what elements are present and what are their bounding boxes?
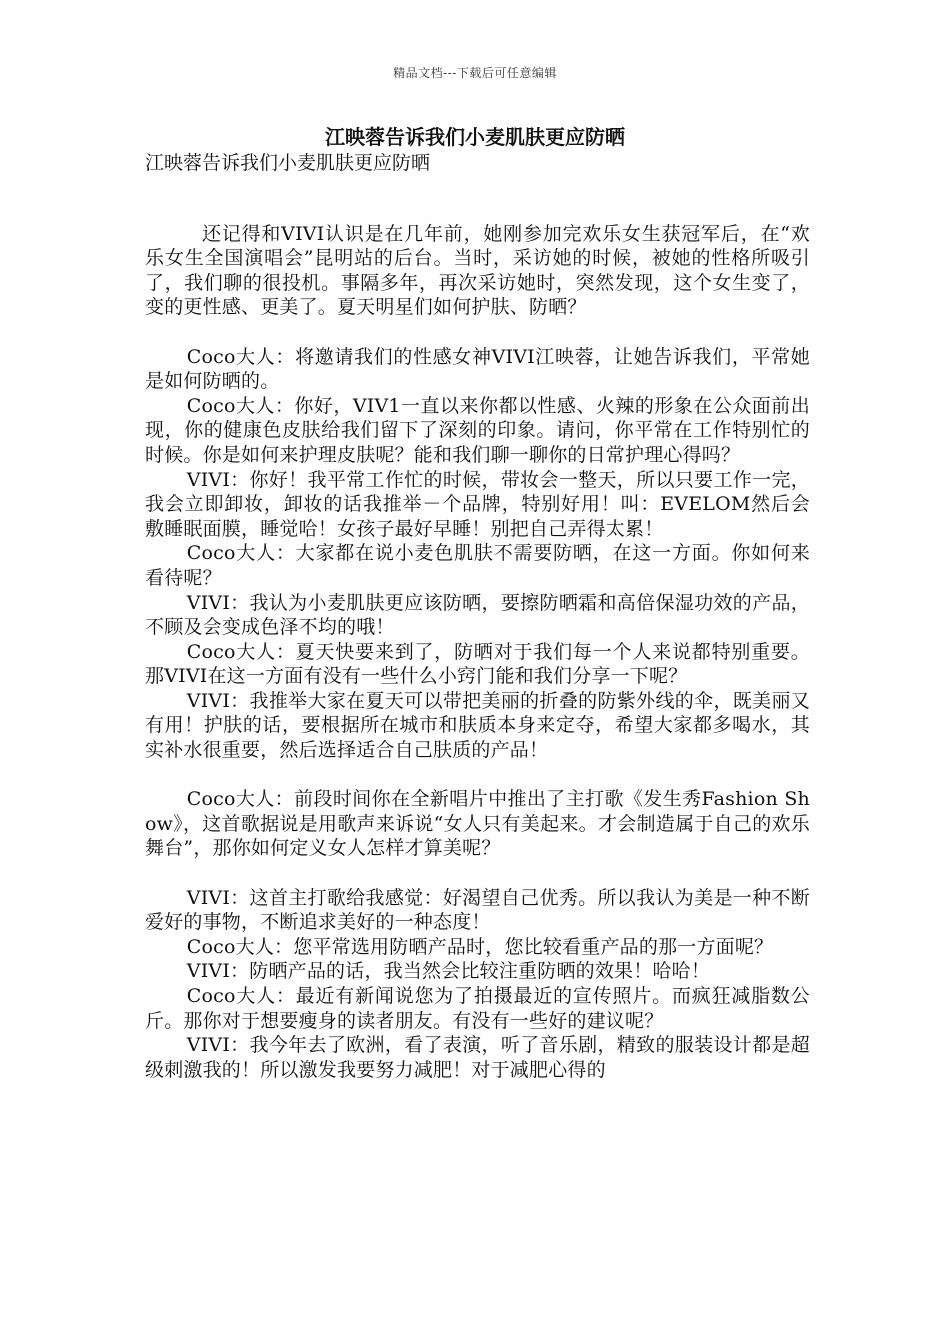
interview-paragraph: VIVI：你好！我平常工作忙的时候，带妆会一整天，所以只要工作一完，我会立即卸妆，卸妆的话我推举－个品牌，特别好用！叫：EVELOM然后会敷睡眠面膜，睡觉哈！女孩子最好早睡！别把自己弄得太累！ xyxy=(145,468,810,540)
blank-line xyxy=(145,197,810,222)
interview-paragraph: VIVI：我认为小麦肌肤更应该防晒，要擦防晒霜和高倍保湿功效的产品，不顾及会变成色泽不均的哦！ xyxy=(145,591,810,639)
intro-paragraph: 还记得和VIVI认识是在几年前，她刚参加完欢乐女生获冠军后，在“欢乐女生全国演唱会”昆明站的后台。当时，采访她的时候，被她的性格所吸引了，我们聊的很投机。事隔多年，再次采访她时，突然发现，这个女生变了，变的更性感、更美了。夏天明星们如何护肤、防晒？ xyxy=(145,222,810,319)
document-subtitle: 江映蓉告诉我们小麦肌肤更应防晒 xyxy=(145,152,431,174)
interview-paragraph: Coco大人：大家都在说小麦色肌肤不需要防晒，在这一方面。你如何来看待呢？ xyxy=(145,542,810,589)
page-header: 精品文档---下载后可任意编辑 xyxy=(393,66,557,80)
interview-paragraph: Coco大人：夏天快要来到了，防晒对于我们每一个人来说都特别重要。那VIVI在这一方面有没有一些什么小窍门能和我们分享一下呢？ xyxy=(145,640,810,688)
interview-paragraph: Coco大人：将邀请我们的性感女神VIVI江映蓉，让她告诉我们，平常她是如何防晒的。 xyxy=(145,345,810,393)
blank-line xyxy=(145,763,810,788)
interview-paragraph: Coco大人：您平常选用防晒产品时，您比较看重产品的那一方面呢？ xyxy=(186,935,774,958)
interview-paragraph: Coco大人：前段时间你在全新唱片中推出了主打歌《发生秀Fashion Show》，这首歌据说是用歌声来诉说“女人只有美起来。才会制造属于自己的欢乐舞台”，那你如何定义女人怎样才算美呢？ xyxy=(145,788,810,860)
blank-line xyxy=(145,320,810,345)
interview-paragraph: VIVI：我今年去了欧洲，看了表演，听了音乐剧，精致的服装设计都是超级刺激我的！所以激发我要努力减肥！对于减肥心得的 xyxy=(145,1034,810,1081)
interview-paragraph: VIVI：这首主打歌给我感觉：好渴望自己优秀。所以我认为美是一种不断爱好的事物，不断追求美好的一种态度！ xyxy=(145,886,810,934)
blank-line xyxy=(145,861,810,886)
document-body xyxy=(145,197,810,1082)
document-title: 江映蓉告诉我们小麦肌肤更应防晒 xyxy=(325,125,625,149)
interview-paragraph: VIVI：我推举大家在夏天可以带把美丽的折叠的防紫外线的伞，既美丽又有用！护肤的话，要根据所在城市和肤质本身来定夺，希望大家都多喝水，其实补水很重要，然后选择适合自己肤质的产品！ xyxy=(145,689,810,762)
interview-paragraph: Coco大人：最近有新闻说您为了拍摄最近的宣传照片。而疯狂减脂数公斤。那你对于想要瘦身的读者朋友。有没有一些好的建议呢？ xyxy=(145,985,810,1032)
interview-paragraph: Coco大人：你好，VIV1一直以来你都以性感、火辣的形象在公众面前出现，你的健康色皮肤给我们留下了深刻的印象。请问，你平常在工作特别忙的时候。你是如何来护理皮肤呢？能和我们聊一聊你的日常护理心得吗？ xyxy=(145,394,810,466)
interview-paragraph: VIVI：防晒产品的话，我当然会比较注重防晒的效果！哈哈！ xyxy=(186,960,711,983)
